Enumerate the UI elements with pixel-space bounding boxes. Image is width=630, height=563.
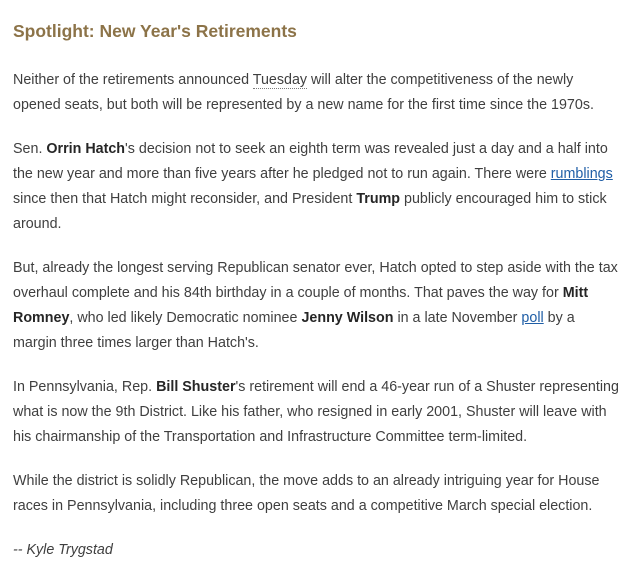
text: since then that Hatch might reconsider, and President bbox=[13, 191, 357, 207]
article-heading: Spotlight: New Year's Retirements bbox=[13, 21, 297, 41]
name-mitt-romney: Mitt Romney bbox=[13, 285, 589, 326]
text: publicly encouraged him to stick around. bbox=[13, 191, 607, 232]
text: But, already the longest serving Republican senator ever, Hatch opted to step aside with the tax overhaul complete and his 84th birthday in a couple of months. That paves the way for bbox=[13, 260, 618, 301]
name-jenny-wilson: Jenny Wilson bbox=[301, 310, 394, 326]
paragraph-2 bbox=[13, 137, 620, 237]
author-byline: -- Kyle Trygstad bbox=[13, 542, 113, 558]
text: Sen. bbox=[13, 141, 47, 157]
paragraph-4 bbox=[13, 375, 620, 450]
text: 's decision not to seek an eighth term was revealed just a day and a half into the new year and more than five years after he pledged not to run again. There were bbox=[13, 141, 608, 182]
text: , who led likely Democratic nominee bbox=[69, 310, 302, 326]
text: While the district is solidly Republican, the move adds to an already intriguing year for House races in Pennsylvania, including three open seats and a competitive March special election. bbox=[13, 473, 600, 514]
name-trump: Trump bbox=[356, 191, 401, 207]
text: will alter the competitiveness of the newly opened seats, but both will be represented by a new name for the first time since the 1970s. bbox=[13, 72, 594, 113]
text: 's retirement will end a 46-year run of a Shuster representing what is now the 9th District. Like his father, who resigned in early 2001, Shuster will leave with his chairmanship of the Transportation and Infrastructure Committee term-limited. bbox=[13, 379, 619, 445]
text: by a margin three times larger than Hatch's. bbox=[13, 310, 575, 351]
text: In Pennsylvania, Rep. bbox=[13, 379, 157, 395]
poll-link[interactable]: poll bbox=[521, 310, 544, 326]
name-bill-shuster: Bill Shuster bbox=[156, 379, 236, 395]
name-orrin-hatch: Orrin Hatch bbox=[46, 141, 126, 157]
date-text: Tuesday bbox=[252, 72, 308, 88]
paragraph-5 bbox=[13, 469, 620, 519]
rumblings-link[interactable]: rumblings bbox=[550, 166, 613, 182]
paragraph-1 bbox=[13, 68, 620, 118]
paragraph-3 bbox=[13, 256, 620, 356]
text: Neither of the retirements announced bbox=[13, 72, 253, 88]
text: in a late November bbox=[393, 310, 522, 326]
